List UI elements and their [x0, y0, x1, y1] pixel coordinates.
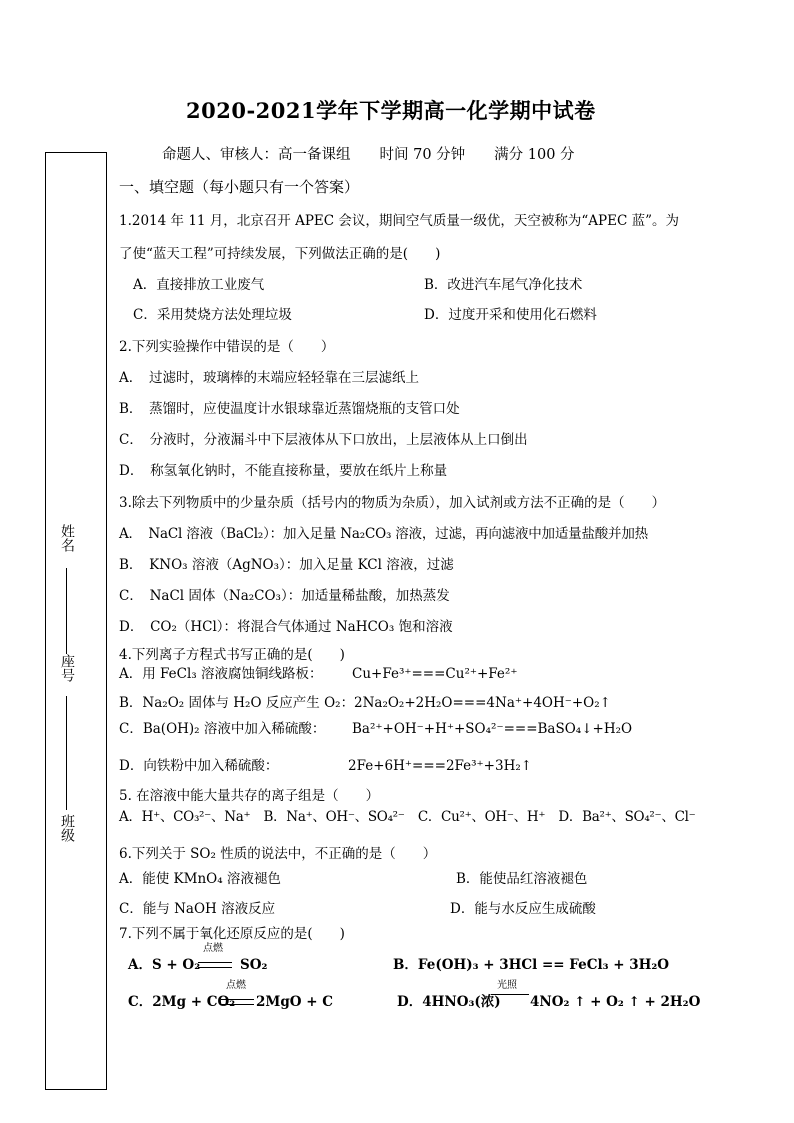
q2-option-c: C． 分液时，分液漏斗中下层液体从下口放出，上层液体从上口倒出 [119, 432, 528, 448]
seat-line [66, 696, 67, 810]
q1-option-d: D．过度开采和使用化石燃料 [424, 307, 597, 323]
q7-stem: 7.下列不属于氧化还原反应的是( ) [119, 926, 345, 942]
q2-option-b: B． 蒸馏时，应使温度计水银球靠近蒸馏烧瓶的支管口处 [119, 401, 460, 417]
q6-option-d: D．能与水反应生成硫酸 [450, 901, 596, 917]
q4-option-c-text: C．Ba(OH)₂ 溶液中加入稀硫酸： [119, 721, 326, 737]
q7-option-a-reactants: A．S + O₂ [128, 957, 201, 973]
q1-option-a: A．直接排放工业废气 [133, 277, 265, 293]
name-line [66, 568, 67, 654]
q4-option-a-equation: Cu+Fe³⁺===Cu²⁺+Fe²⁺ [352, 666, 518, 682]
q4-option-d-equation: 2Fe+6H⁺===2Fe³⁺+3H₂↑ [348, 758, 533, 774]
q5-stem: 5. 在溶液中能大量共存的离子组是（ ） [119, 788, 380, 804]
q4-option-d-text: D．向铁粉中加入稀硫酸： [119, 758, 279, 774]
q3-option-c: C． NaCl 固体（Na₂CO₃）：加适量稀盐酸，加热蒸发 [119, 588, 450, 604]
section-heading: 一、填空题（每小题只有一个答案） [119, 178, 360, 196]
q2-stem: 2.下列实验操作中错误的是（ ） [119, 339, 335, 355]
q1-option-c: C．采用焚烧方法处理垃圾 [133, 307, 292, 323]
q6-option-b: B．能使品红溶液褪色 [456, 871, 588, 887]
q7-option-d-products: 4NO₂ ↑ + O₂ ↑ + 2H₂O [530, 994, 701, 1010]
q2-option-d: D． 称氢氧化钠时，不能直接称量，要放在纸片上称量 [119, 463, 448, 479]
q4-stem: 4.下列离子方程式书写正确的是( ) [119, 647, 345, 663]
q5-options: A．H⁺、CO₃²⁻、Na⁺ B．Na⁺、OH⁻、SO₄²⁻ C．Cu²⁺、OH⁻、H⁺ D．Ba²⁺、SO₄²⁻、Cl⁻ [119, 809, 696, 825]
q7-option-a-equals-sign [198, 962, 232, 968]
q3-option-a: A． NaCl 溶液（BaCl₂）：加入足量 Na₂CO₃ 溶液，过滤，再向滤液中加适量盐酸并加热 [119, 526, 648, 542]
q7-option-c-equals-sign [221, 999, 254, 1005]
q6-option-c: C．能与 NaOH 溶液反应 [119, 901, 276, 917]
q1-stem-line2: 了使“蓝天工程”可持续发展，下列做法正确的是( ) [119, 246, 441, 262]
q4-option-a-text: A．用 FeCl₃ 溶液腐蚀铜线路板： [119, 666, 323, 682]
q7-option-a-condition: 点燃 [203, 943, 223, 954]
name-label: 姓名 [59, 524, 75, 552]
q4-option-b-text: B．Na₂O₂ 固体与 H₂O 反应产生 O₂： [119, 695, 355, 711]
q7-option-d-arrow [491, 994, 529, 995]
q7-option-c-products: 2MgO + C [256, 994, 333, 1010]
q7-option-c-condition: 点燃 [226, 980, 246, 991]
q1-stem-line1: 1.2014 年 11 月，北京召开 APEC 会议，期间空气质量一级优，天空被称为“APEC 蓝”。为 [119, 213, 679, 229]
q7-option-d-reactants: D．4HNO₃(浓) [397, 994, 501, 1010]
q3-option-d: D． CO₂（HCl）：将混合气体通过 NaHCO₃ 饱和溶液 [119, 619, 453, 635]
q1-option-b: B．改进汽车尾气净化技术 [424, 277, 583, 293]
exam-meta: 命题人、审核人：高一备课组 时间 70 分钟 满分 100 分 [162, 147, 575, 163]
q6-option-a: A．能使 KMnO₄ 溶液褪色 [119, 871, 281, 887]
q7-option-c-reactants: C．2Mg + CO₂ [128, 994, 236, 1010]
class-label: 班级 [59, 814, 75, 842]
q7-option-b: B．Fe(OH)₃ + 3HCl == FeCl₃ + 3H₂O [393, 957, 670, 973]
seat-label: 座号 [59, 654, 75, 682]
q7-option-a-products: SO₂ [240, 957, 268, 973]
binding-margin-box [45, 152, 107, 1090]
q4-option-b-equation: 2Na₂O₂+2H₂O===4Na⁺+4OH⁻+O₂↑ [354, 695, 611, 711]
q3-stem: 3.除去下列物质中的少量杂质（括号内的物质为杂质），加入试剂或方法不正确的是（ ） [119, 495, 666, 511]
q4-option-c-equation: Ba²⁺+OH⁻+H⁺+SO₄²⁻===BaSO₄↓+H₂O [352, 721, 633, 737]
exam-title: 2020-2021学年下学期高一化学期中试卷 [186, 98, 596, 123]
q2-option-a: A． 过滤时，玻璃棒的末端应轻轻靠在三层滤纸上 [119, 370, 419, 386]
q7-option-d-condition: 光照 [497, 980, 517, 991]
q6-stem: 6.下列关于 SO₂ 性质的说法中，不正确的是（ ） [119, 846, 437, 862]
q3-option-b: B． KNO₃ 溶液（AgNO₃）：加入足量 KCl 溶液，过滤 [119, 557, 454, 573]
